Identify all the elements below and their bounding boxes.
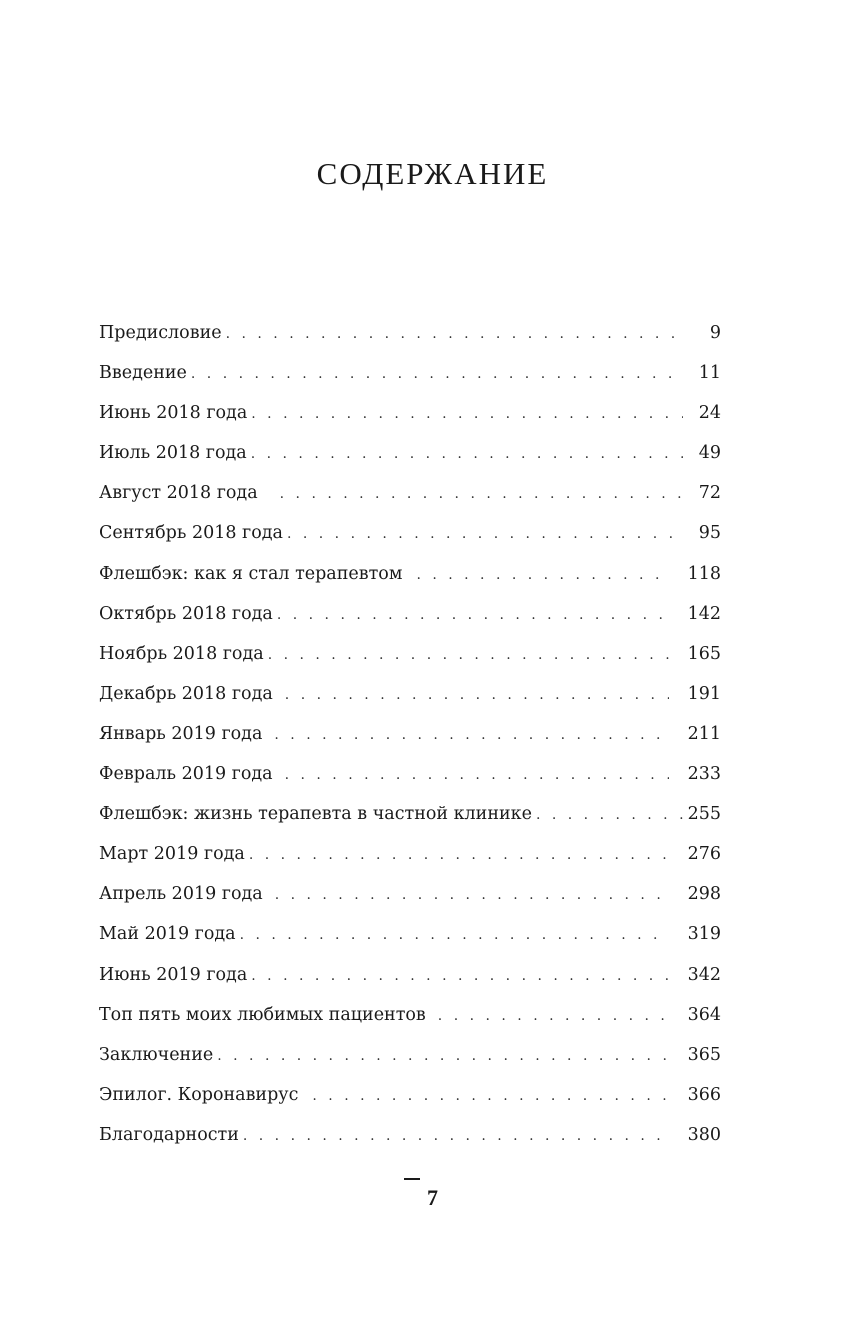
toc-entry-title: Июнь 2019 года <box>99 964 248 985</box>
toc-entry-title: Сентябрь 2018 года <box>99 523 283 544</box>
toc-entry-page: 211 <box>687 723 721 744</box>
toc-entry[interactable] <box>99 754 721 794</box>
toc-entry-page: 364 <box>687 1004 721 1025</box>
dot-leader <box>226 314 683 354</box>
page-number: 7 <box>427 1185 438 1210</box>
toc-entry[interactable] <box>99 594 721 634</box>
toc-entry-title: Предисловие <box>99 323 222 343</box>
dot-leader <box>312 1076 669 1116</box>
toc-entry[interactable] <box>99 393 721 433</box>
toc-entry[interactable] <box>99 914 721 954</box>
toc-entry-title: Июнь 2018 года <box>99 403 248 424</box>
dot-leader <box>285 755 669 795</box>
toc-entry[interactable] <box>99 634 721 674</box>
toc-entry[interactable] <box>99 674 721 714</box>
toc-entry[interactable] <box>99 1075 721 1115</box>
dot-leader <box>438 996 669 1036</box>
toc-entry-title: Ноябрь 2018 года <box>99 643 264 664</box>
toc-entry-page: 49 <box>698 443 721 464</box>
dot-leader <box>275 875 669 915</box>
toc-entry[interactable] <box>99 313 721 353</box>
dot-leader <box>274 715 669 755</box>
toc-entry-page: 191 <box>687 683 721 704</box>
toc-entry-page: 380 <box>687 1124 721 1145</box>
toc-entry[interactable] <box>99 794 721 834</box>
dot-leader <box>268 635 669 675</box>
toc-entry-title: Флешбэк: жизнь терапевта в частной клинике <box>99 804 532 825</box>
toc-entry[interactable] <box>99 995 721 1035</box>
dot-leader <box>285 675 669 715</box>
toc-entry-title: Декабрь 2018 года <box>99 683 273 704</box>
dot-leader <box>191 354 683 394</box>
toc-entry-title: Март 2019 года <box>99 844 245 865</box>
toc-entry-page: 276 <box>687 844 721 865</box>
toc-entry-page: 165 <box>687 643 721 664</box>
toc-entry[interactable] <box>99 834 721 874</box>
toc-entry-title: Январь 2019 года <box>99 723 263 744</box>
dot-leader <box>251 434 683 474</box>
toc-entry[interactable] <box>99 714 721 754</box>
toc-entry-page: 342 <box>687 964 721 985</box>
toc-entry-page: 233 <box>687 764 721 785</box>
dot-leader <box>243 1116 669 1156</box>
toc-entry-page: 24 <box>698 403 721 424</box>
dot-leader <box>416 555 669 595</box>
toc-entry-page: 365 <box>687 1044 721 1065</box>
toc-entry-page: 118 <box>687 563 721 584</box>
toc-entry-title: Февраль 2019 года <box>99 764 273 785</box>
dot-leader <box>251 394 683 434</box>
toc-entry-title: Октябрь 2018 года <box>99 603 273 624</box>
dot-leader <box>251 956 669 996</box>
toc-entry-page: 298 <box>687 884 721 905</box>
toc-entry-title: Введение <box>99 363 187 384</box>
toc-entry[interactable] <box>99 554 721 594</box>
toc-entry-title: Май 2019 года <box>99 924 236 945</box>
toc-entry-title: Июль 2018 года <box>99 443 247 464</box>
toc-entry[interactable] <box>99 473 721 513</box>
dot-leader <box>249 835 669 875</box>
toc-entry-title: Эпилог. Коронавирус <box>99 1084 299 1105</box>
toc-entry[interactable] <box>99 1035 721 1075</box>
toc-entry-title: Топ пять моих любимых пациентов <box>99 1004 426 1025</box>
dot-leader <box>277 595 669 635</box>
toc-entry-title: Флешбэк: как я стал терапевтом <box>99 563 403 584</box>
toc-entry[interactable] <box>99 955 721 995</box>
toc-entry-page: 255 <box>687 804 721 825</box>
toc-entry-title: Апрель 2019 года <box>99 884 263 905</box>
toc-entry[interactable] <box>99 874 721 914</box>
page-title: СОДЕРЖАНИЕ <box>316 156 549 191</box>
toc-entry-title: Август 2018 года <box>99 483 258 504</box>
toc-entry-title: Благодарности <box>99 1124 239 1145</box>
toc-entry-page: 366 <box>687 1084 721 1105</box>
toc-entry[interactable] <box>99 513 721 553</box>
dot-leader <box>280 474 683 514</box>
toc-entry-page: 319 <box>687 924 721 945</box>
toc-entry-page: 142 <box>687 603 721 624</box>
dot-leader <box>287 514 683 554</box>
table-of-contents <box>99 313 721 1155</box>
dot-leader <box>536 795 686 835</box>
toc-entry-page: 9 <box>709 323 721 343</box>
toc-entry-page: 95 <box>698 523 721 544</box>
dot-leader <box>217 1036 669 1076</box>
toc-entry-page: 11 <box>698 363 721 384</box>
toc-entry[interactable] <box>99 353 721 393</box>
toc-entry[interactable] <box>99 1115 721 1155</box>
toc-entry-page: 72 <box>698 483 721 504</box>
dot-leader <box>240 915 669 955</box>
toc-entry[interactable] <box>99 433 721 473</box>
toc-entry-title: Заключение <box>99 1044 214 1065</box>
